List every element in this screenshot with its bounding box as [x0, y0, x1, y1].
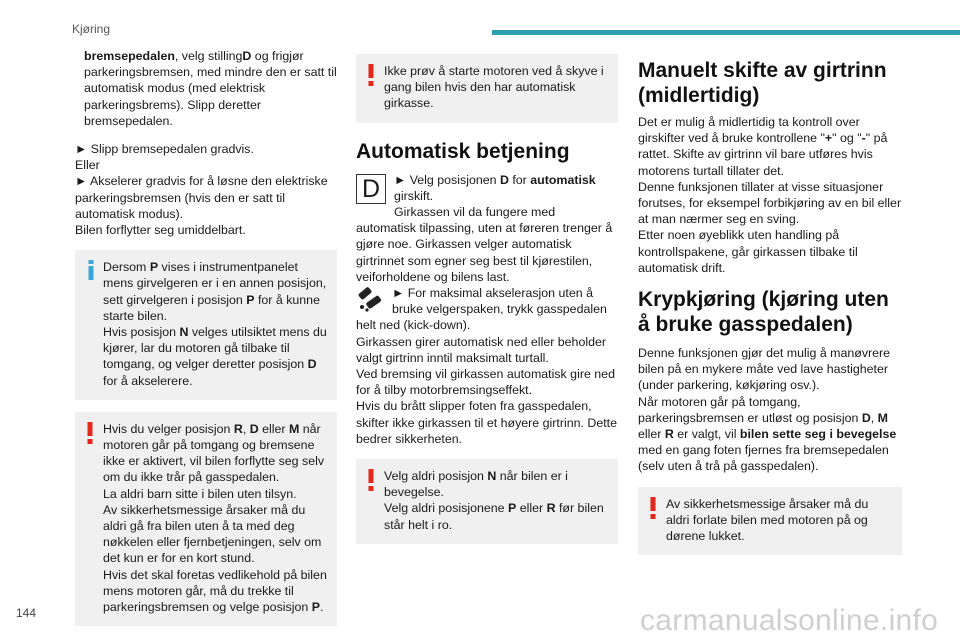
- warning-box: [356, 54, 618, 123]
- watermark: carmanualsonline.info: [640, 604, 939, 637]
- warning-box: [638, 487, 902, 556]
- paragraph: Denne funksjonen gjør det mulig å manøvrere bilen på en mykere måte ved lave hastigheter (under parkering, køkjøring osv.). Når motoren går på tomgang, parkeringsbremsen er utløst og posisjon D, M eller R er valgt, vil bilen sette seg i bevegelse med en gang foten fjernes fra bremsepedalen (selv uten å trå på gasspedalen).: [638, 346, 897, 474]
- paragraph: Det er mulig å midlertidig ta kontroll over girskifter ved å bruke kontrollene "+" og "-" på rattet. Skifte av girtrinn vil bare utføres hvis motorens turtall tillater det. Denne funksjonen tillater at visse situasjoner forutses, for eksempel forbikjøring av en bil eller at man nærmer seg en sving. Etter noen øyeblikk uten handling på kontrollspakene, går girkassen tilbake til automatisk drift.: [638, 115, 902, 275]
- section-title: Kjøring: [72, 22, 111, 36]
- warning-text: Hvis du velger posisjon R, D eller M når motoren går på tomgang og bremsene ikke er aktivert, vil bilen forflytte seg selv om du ikke trår på gasspedalen. La aldri barn sitte i bilen uten tilsyn. Av sikkerhetsmessige årsaker må du aldri gå fra bilen uten å ta med deg nøkkelen eller fjernbetjeningen, selv om det kun er for en kort stund. Hvis det skal foretas vedlikehold på bilen mens motoren går, må du trekke til parkeringsbremsen og velge posisjon P.: [103, 421, 327, 615]
- paragraph: ► For maksimal akselerasjon uten å bruke velgerspaken, trykk gasspedalen helt ned (kick-down). Girkassen girer automatisk ned eller beholder valgt girtrinn inntil maksimalt turtall. Ved bremsing vil girkassen automatisk gire ned for å tilby motorbremsingseffekt. Hvis du brått slipper foten fra gasspedalen, skifter ikke girkassen til et høyere girtrinn. Dette bedrer sikkerheten.: [356, 286, 617, 446]
- column-1: [75, 48, 337, 626]
- warning-icon: [85, 422, 97, 442]
- column-2: [356, 54, 618, 544]
- gear-d-icon: D: [356, 174, 386, 204]
- section-heading: Automatisk betjening: [356, 139, 570, 163]
- warning-icon: [366, 469, 378, 489]
- paragraph: ► Velg posisjonen D for automatisk girskift. Girkassen vil da fungere med automatisk tilpassing, uten at føreren trenger å gjøre noe. Girkassen velger automatisk girtrinnet som egner seg best til kjørestilen, veiforholdene og bilens last.: [356, 172, 613, 284]
- paragraph: ► Slipp bremsepedalen gradvis. Eller ► Akselerer gradvis for å løsne den elektriske parkeringsbremsen (hvis den er satt til automatisk modus). Bilen forflytter seg umiddelbart.: [75, 142, 328, 238]
- warning-text: Ikke prøv å starte motoren ved å skyve i gang bilen hvis den har automatisk girkasse.: [384, 64, 604, 111]
- warning-icon: [648, 497, 660, 517]
- info-icon: [85, 260, 97, 280]
- page-number: 144: [16, 606, 37, 620]
- warning-box: [75, 412, 337, 626]
- header-accent-bar: [492, 30, 960, 35]
- info-box: [75, 250, 337, 400]
- section-heading: Manuelt skifte av girtrinn (midlertidig): [638, 59, 887, 107]
- info-text: Dersom P vises i instrumentpanelet mens girvelgeren er i en annen posisjon, sett girvelgeren i posisjon P for å kunne starte bilen. Hvis posisjon N velges utilsiktet mens du kjører, lar du motoren gå tilbake til tomgang, og velger deretter posisjon D for å akselerere.: [103, 260, 327, 388]
- warning-text: Velg aldri posisjon N når bilen er i bevegelse. Velg aldri posisjonene P eller R før bilen står helt i ro.: [384, 469, 604, 532]
- warning-text: Av sikkerhetsmessige årsaker må du aldri forlate bilen med motoren på og dørene lukket.: [666, 496, 869, 544]
- warning-icon: [366, 64, 378, 84]
- column-3: [638, 58, 902, 555]
- warning-box: [356, 459, 618, 544]
- accelerator-pedal-icon: [356, 287, 384, 313]
- section-heading: Krypkjøring (kjøring uten å bruke gasspedalen): [638, 288, 889, 337]
- paragraph: bremsepedalen, velg stillingD og frigjør parkeringsbremsen, med mindre den er satt til automatisk modus (med elektrisk parkeringsbrems). Slipp deretter bremsepedalen.: [84, 49, 337, 128]
